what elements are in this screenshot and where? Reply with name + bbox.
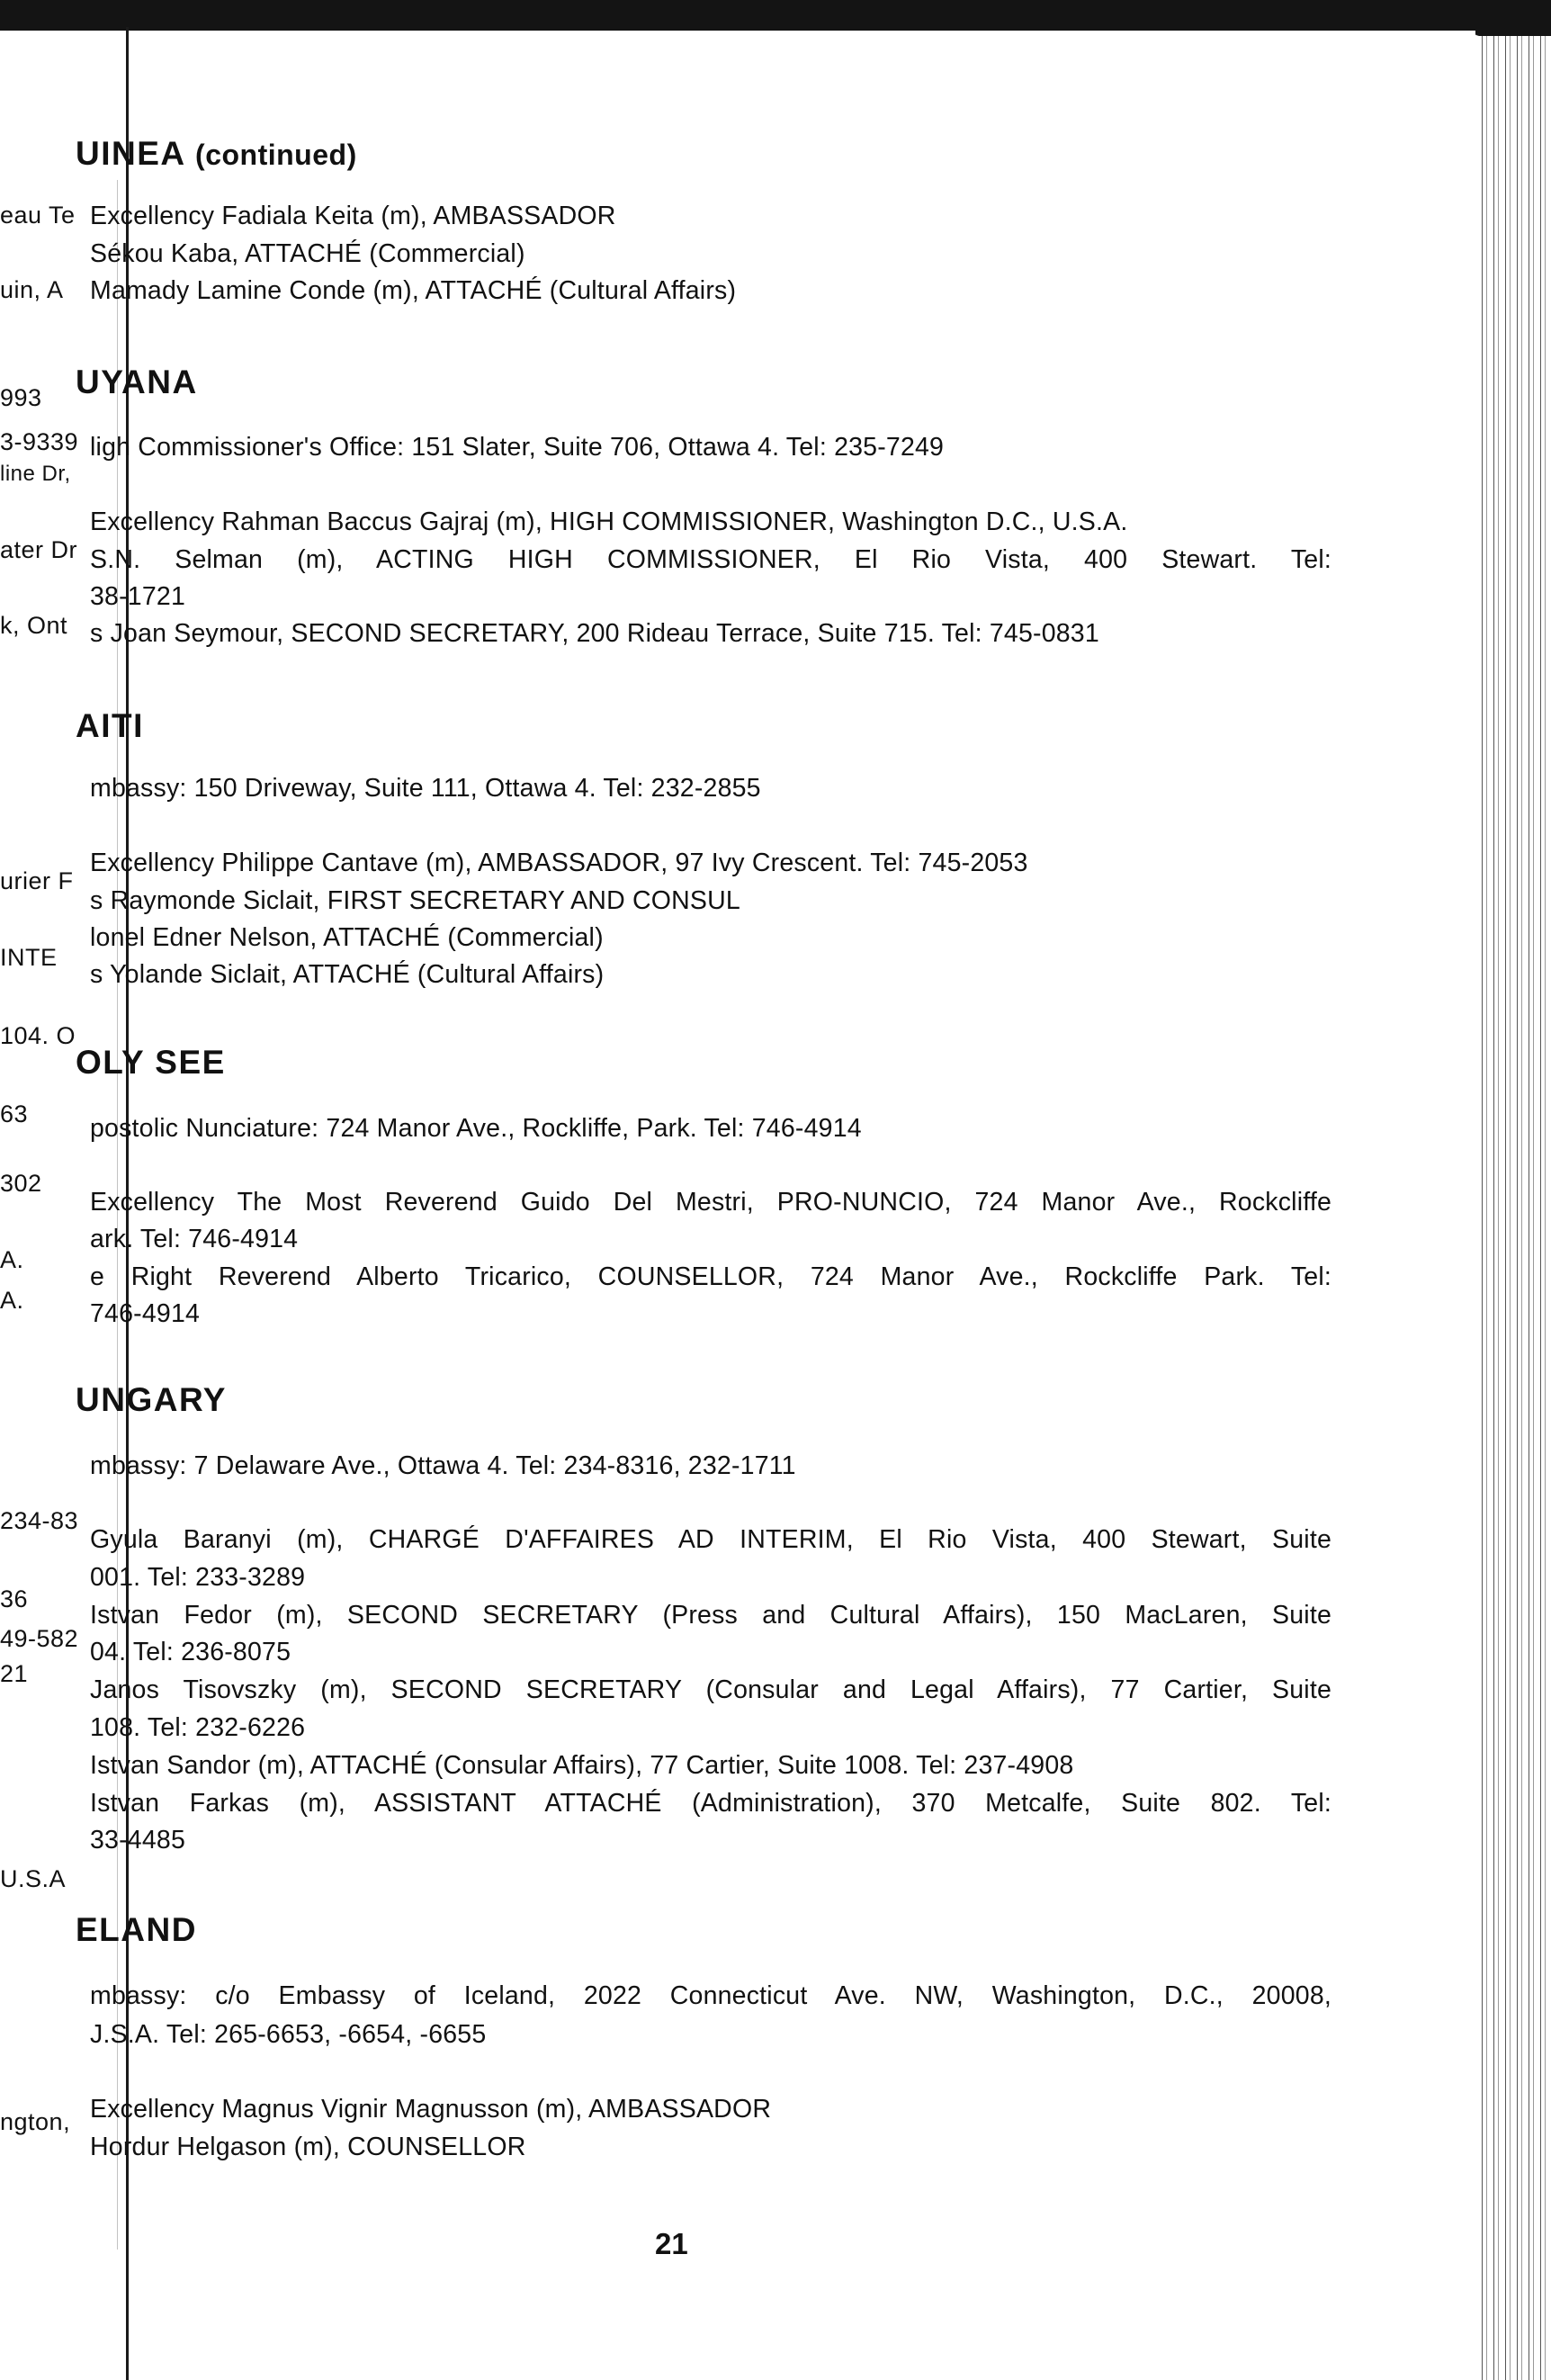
entry-line: Excellency The Most Reverend Guido Del Mestri, PRO-NUNCIO, 724 Manor Ave., Rockcliffe (90, 1188, 1331, 1217)
entry-line: Sékou Kaba, ATTACHÉ (Commercial) (90, 239, 525, 268)
entry-line: Hordur Helgason (m), COUNSELLOR (90, 2133, 526, 2161)
heading-suffix: (continued) (195, 139, 357, 171)
entry-line: Gyula Baranyi (m), CHARGÉ D'AFFAIRES AD INTERIM, El Rio Vista, 400 Stewart, Suite (90, 1525, 1331, 1554)
entry-line: s Joan Seymour, SECOND SECRETARY, 200 Rideau Terrace, Suite 715. Tel: 745-0831 (90, 619, 1099, 648)
heading-text: UINEA (76, 135, 185, 172)
left-fragment: 993 (0, 384, 42, 411)
left-fragment: 3-9339 (0, 428, 79, 455)
left-fragment: 234-83 (0, 1507, 79, 1534)
left-fragment: urier F (0, 867, 74, 894)
entry-line: s Raymonde Siclait, FIRST SECRETARY AND CONSUL (90, 886, 740, 915)
left-fragment: ngton, (0, 2108, 71, 2135)
left-fragment: 21 (0, 1660, 29, 1687)
entry-line: Istvan Sandor (m), ATTACHÉ (Consular Affairs), 77 Cartier, Suite 1008. Tel: 237-4908 (90, 1751, 1074, 1780)
entry-line: Istvan Fedor (m), SECOND SECRETARY (Press and Cultural Affairs), 150 MacLaren, Suite (90, 1601, 1331, 1630)
section-heading-guyana: UYANA (76, 364, 198, 400)
entry-line: ligh Commissioner's Office: 151 Slater, Suite 706, Ottawa 4. Tel: 235-7249 (90, 433, 945, 462)
entry-line: e Right Reverend Alberto Tricarico, COUNSELLOR, 724 Manor Ave., Rockcliffe Park. Tel: (90, 1262, 1331, 1291)
entry-line: ark. Tel: 746-4914 (90, 1225, 299, 1253)
left-fragment: uin, A (0, 276, 64, 303)
entry-line: mbassy: 150 Driveway, Suite 111, Ottawa 4. Tel: 232-2855 (90, 774, 761, 803)
section-heading-iceland: ELAND (76, 1911, 197, 1948)
entry-line: lonel Edner Nelson, ATTACHÉ (Commercial) (90, 923, 604, 952)
entry-line: 38-1721 (90, 582, 185, 611)
entry-line: Istvan Farkas (m), ASSISTANT ATTACHÉ (Administration), 370 Metcalfe, Suite 802. Tel: (90, 1789, 1331, 1818)
left-fragment: 49-582 (0, 1625, 79, 1652)
section-heading-hungary: UNGARY (76, 1381, 227, 1418)
entry-line: 04. Tel: 236-8075 (90, 1638, 291, 1666)
page-number: 21 (655, 2227, 688, 2260)
left-fragment: INTE (0, 944, 58, 971)
entry-line: 001. Tel: 233-3289 (90, 1563, 306, 1592)
left-fragment: A. (0, 1246, 24, 1273)
section-heading-holy-see: OLY SEE (76, 1044, 226, 1081)
left-fragment: ater Dr (0, 536, 78, 563)
entry-line: mbassy: c/o Embassy of Iceland, 2022 Connecticut Ave. NW, Washington, D.C., 20008, (90, 1981, 1331, 2010)
entry-line: mbassy: 7 Delaware Ave., Ottawa 4. Tel: 234-8316, 232-1711 (90, 1451, 796, 1480)
entry-line: 108. Tel: 232-6226 (90, 1713, 306, 1742)
left-fragment: eau Te (0, 202, 76, 229)
section-heading-haiti: AITI (76, 707, 144, 744)
left-fragment: line Dr, (0, 462, 71, 486)
left-fragment: U.S.A (0, 1865, 67, 1892)
entry-line: Excellency Rahman Baccus Gajraj (m), HIGH COMMISSIONER, Washington D.C., U.S.A. (90, 507, 1128, 536)
left-fragment: 63 (0, 1100, 29, 1127)
left-fragment: A. (0, 1287, 24, 1314)
book-page-edges (1475, 36, 1551, 2380)
entry-line: Mamady Lamine Conde (m), ATTACHÉ (Cultural Affairs) (90, 276, 737, 305)
entry-line: Excellency Magnus Vignir Magnusson (m), AMBASSADOR (90, 2095, 772, 2124)
scan-top-edge (0, 0, 1551, 31)
entry-line: S.N. Selman (m), ACTING HIGH COMMISSIONER, El Rio Vista, 400 Stewart. Tel: (90, 545, 1331, 574)
entry-line: Janos Tisovszky (m), SECOND SECRETARY (Consular and Legal Affairs), 77 Cartier, Suite (90, 1675, 1331, 1704)
entry-line: 746-4914 (90, 1299, 201, 1328)
entry-line: Excellency Fadiala Keita (m), AMBASSADOR (90, 202, 616, 230)
entry-line: s Yolande Siclait, ATTACHÉ (Cultural Affairs) (90, 960, 605, 989)
entry-line: Excellency Philippe Cantave (m), AMBASSADOR, 97 Ivy Crescent. Tel: 745-2053 (90, 849, 1028, 877)
entry-line: postolic Nunciature: 724 Manor Ave., Rockliffe, Park. Tel: 746-4914 (90, 1114, 862, 1143)
left-fragment: 302 (0, 1170, 42, 1197)
entry-line: J.S.A. Tel: 265-6653, -6654, -6655 (90, 2020, 487, 2049)
entry-line: 33-4485 (90, 1826, 185, 1855)
left-fragment: 36 (0, 1585, 29, 1612)
left-fragment: 104. O (0, 1022, 76, 1049)
section-heading-guinea (76, 135, 357, 173)
left-fragment: k, Ont (0, 612, 68, 639)
